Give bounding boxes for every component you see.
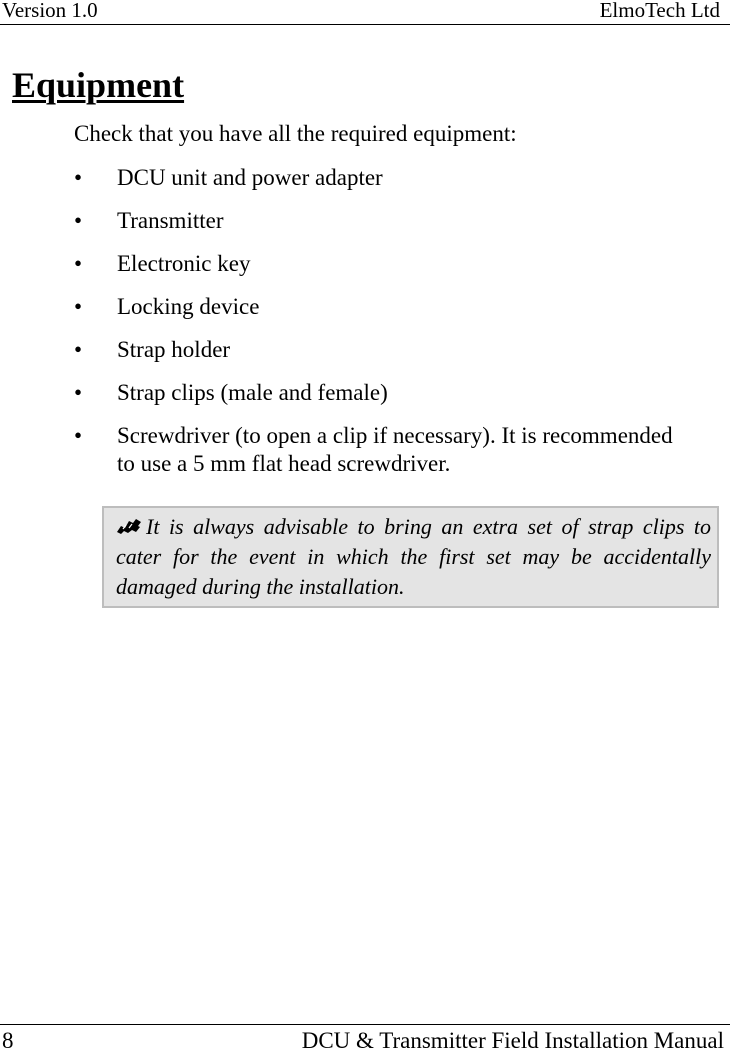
intro-text: Check that you have all the required equipment: — [74, 121, 517, 146]
list-item-text: Electronic key — [117, 251, 251, 276]
list-item-text: Strap clips (male and female) — [117, 380, 388, 405]
list-item-text: Transmitter — [117, 208, 224, 233]
bullet-icon: • — [74, 337, 83, 362]
list-item-text: DCU unit and power adapter — [117, 165, 383, 190]
bullet-icon: • — [74, 165, 83, 190]
list-item — [74, 164, 674, 192]
bullet-icon: • — [74, 251, 83, 276]
equipment-list — [74, 164, 674, 493]
list-item-text: Locking device — [117, 294, 260, 319]
page-footer — [0, 1024, 730, 1051]
list-item — [74, 422, 674, 478]
note-box — [102, 506, 719, 608]
company-name: ElmoTech Ltd — [599, 0, 720, 22]
list-item — [74, 250, 674, 278]
version-label: Version 1.0 — [2, 0, 98, 22]
page-number: 8 — [2, 1028, 14, 1053]
bullet-icon: • — [74, 423, 83, 448]
page-header — [0, 0, 730, 25]
list-item-text: Strap holder — [117, 337, 231, 362]
note-text: It is always advisable to bring an extra set of strap clips to cater for the event in which the first set may be accidentally damaged during the installation. — [116, 514, 711, 599]
list-item — [74, 379, 674, 407]
pointing-hand-icon — [116, 517, 142, 535]
manual-title: DCU & Transmitter Field Installation Manual — [301, 1028, 724, 1053]
list-item — [74, 293, 674, 321]
list-item-text: Screwdriver (to open a clip if necessary). It is recommended to use a 5 mm flat head screwdriver. — [117, 423, 673, 476]
list-item — [74, 336, 674, 364]
section-title: Equipment — [12, 65, 185, 105]
bullet-icon: • — [74, 380, 83, 405]
bullet-icon: • — [74, 208, 83, 233]
bullet-icon: • — [74, 294, 83, 319]
list-item — [74, 207, 674, 235]
